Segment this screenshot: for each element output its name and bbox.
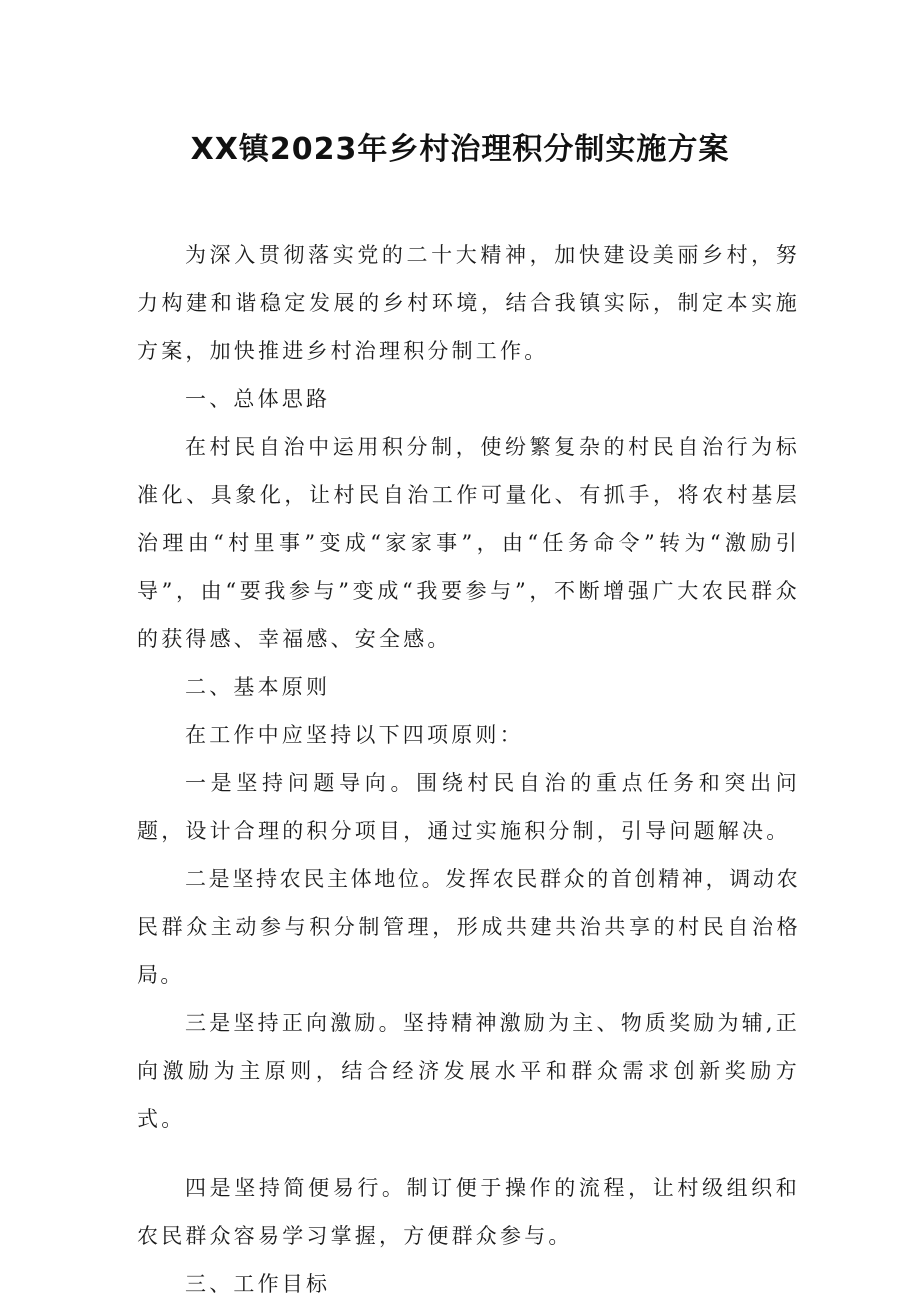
section-heading-basic-principles: 二、基本原则 xyxy=(185,675,331,699)
principle-two-paragraph: 二是坚持农民主体地位。发挥农民群众的首创精神，调动农民群众主动参与积分制管理，形成共建共治共享的村民自治格局。 xyxy=(137,867,800,987)
principle-four-paragraph: 四是坚持简便易行。制订便于操作的流程，让村级组织和农民群众容易学习掌握，方便群众参与。 xyxy=(137,1176,800,1248)
section-heading-overall-approach: 一、总体思路 xyxy=(185,387,331,411)
intro-paragraph: 为深入贯彻落实党的二十大精神，加快建设美丽乡村，努力构建和谐稳定发展的乡村环境，结合我镇实际，制定本实施方案，加快推进乡村治理积分制工作。 xyxy=(137,243,800,363)
document-body xyxy=(137,231,800,1308)
principles-intro-paragraph: 在工作中应坚持以下四项原则： xyxy=(185,723,524,747)
principle-three-paragraph: 三是坚持正向激励。坚持精神激励为主、物质奖励为辅,正向激励为主原则，结合经济发展水平和群众需求创新奖励方式。 xyxy=(137,1011,800,1131)
overall-approach-paragraph: 在村民自治中运用积分制，使纷繁复杂的村民自治行为标准化、具象化，让村民自治工作可量化、有抓手，将农村基层治理由“村里事”变成“家家事”，由“任务命令”转为“激励引导”，由“要我参与”变成“我要参与”，不断增强广大农民群众的获得感、幸福感、安全感。 xyxy=(137,435,800,651)
section-heading-work-goals: 三、工作目标 xyxy=(185,1272,331,1296)
principle-one-paragraph: 一是坚持问题导向。围绕村民自治的重点任务和突出问题，设计合理的积分项目，通过实施积分制，引导问题解决。 xyxy=(137,771,800,843)
document-title: XX镇2023年乡村治理积分制实施方案 xyxy=(190,132,730,167)
